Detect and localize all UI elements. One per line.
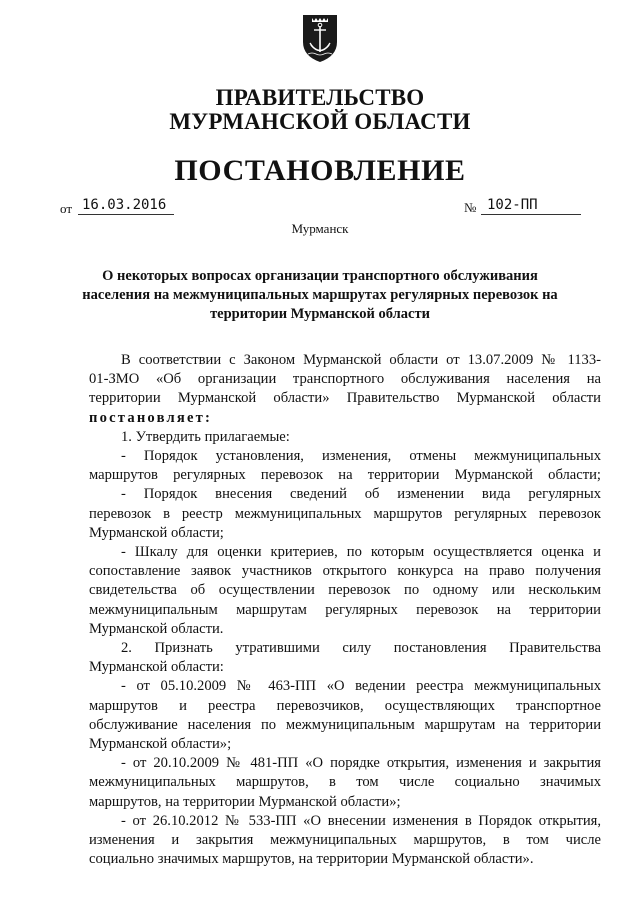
document-date: 16.03.2016 <box>78 197 174 215</box>
text-line: свидетельства об осуществлении перевозок по одному или нескольким <box>89 582 601 599</box>
text-line: обслуживание населения по межмуниципальным маршрутам на территории <box>89 716 601 733</box>
text-line: - от 20.10.2009 № 481-ПП «О порядке открытия, изменения и закрытия <box>121 755 601 772</box>
title-line: территории Мурманской области <box>210 306 430 322</box>
document-body <box>89 351 601 869</box>
text-line: Мурманской области: <box>89 659 224 676</box>
item-2a <box>89 677 601 754</box>
item-1c <box>89 543 601 639</box>
text-line: сопоставление заявок участников открытого конкурса на право получения <box>89 563 601 580</box>
item-1: 1. Утвердить прилагаемые: <box>121 428 290 445</box>
text-line: - Порядок установления, изменения, отмены межмуниципальных <box>121 448 601 465</box>
text-line: межмуниципальным маршрутам регулярных перевозок на территории <box>89 601 601 618</box>
title-line: О некоторых вопросах организации транспортного обслуживания <box>102 268 538 284</box>
resolves-word: постановляет: <box>89 409 213 426</box>
text-line: изменения и закрытия межмуниципальных маршрутов, в том числе <box>89 832 601 849</box>
text-line: межмуниципальных маршрутов, в том числе социально значимых <box>89 774 601 791</box>
text-line: перевозок в реестр межмуниципальных маршрутов регулярных перевозок <box>89 505 601 522</box>
text-line: социально значимых маршрутов, на территории Мурманской области». <box>89 851 534 868</box>
title-line: населения на межмуниципальных маршрутах регулярных перевозок на <box>82 287 558 303</box>
text-line: маршрутов и реестра перевозчиков, осуществляющих транспортное <box>89 697 601 714</box>
document-title <box>70 267 570 324</box>
date-prefix: от <box>60 201 73 216</box>
document-type: ПОСТАНОВЛЕНИЕ <box>174 154 466 187</box>
text-line: маршрутов, на территории Мурманской области»; <box>89 793 401 810</box>
text-line: - Шкалу для оценки критериев, по которым осуществляется оценка и <box>121 544 601 561</box>
government-name-line1: ПРАВИТЕЛЬСТВО <box>215 85 425 110</box>
city-name: Мурманск <box>291 221 349 236</box>
coat-of-arms-icon <box>300 12 340 64</box>
government-name-line2: МУРМАНСКОЙ ОБЛАСТИ <box>169 109 471 134</box>
text-line: Мурманской области. <box>89 620 224 637</box>
item-2b <box>89 754 601 812</box>
text-line: 2. Признать утратившими силу постановления Правительства <box>121 640 601 657</box>
item-1a <box>89 447 601 485</box>
item-1b <box>89 485 601 543</box>
text-line: Мурманской области; <box>89 524 224 541</box>
item-2 <box>89 639 601 677</box>
text-line: 01-ЗМО «Об организации транспортного обслуживания населения на <box>89 371 601 388</box>
text-line: - Порядок внесения сведений об изменении вида регулярных <box>121 486 601 503</box>
text-line: территории Мурманской области» Правительство Мурманской области <box>89 390 601 407</box>
item-2c <box>89 812 601 870</box>
text-line: - от 05.10.2009 № 463-ПП «О ведении реестра межмуниципальных <box>121 678 601 695</box>
text-line: - от 26.10.2012 № 533-ПП «О внесении изменения в Порядок открытия, <box>121 812 601 829</box>
text-line: маршрутов регулярных перевозок на территории Мурманской области; <box>89 467 601 484</box>
document-number: 102-ПП <box>481 197 581 215</box>
text-line: Мурманской области»; <box>89 736 232 753</box>
intro-paragraph <box>89 351 601 428</box>
number-prefix: № <box>464 200 477 215</box>
text-line: В соответствии с Законом Мурманской области от 13.07.2009 № 1133- <box>121 352 601 368</box>
